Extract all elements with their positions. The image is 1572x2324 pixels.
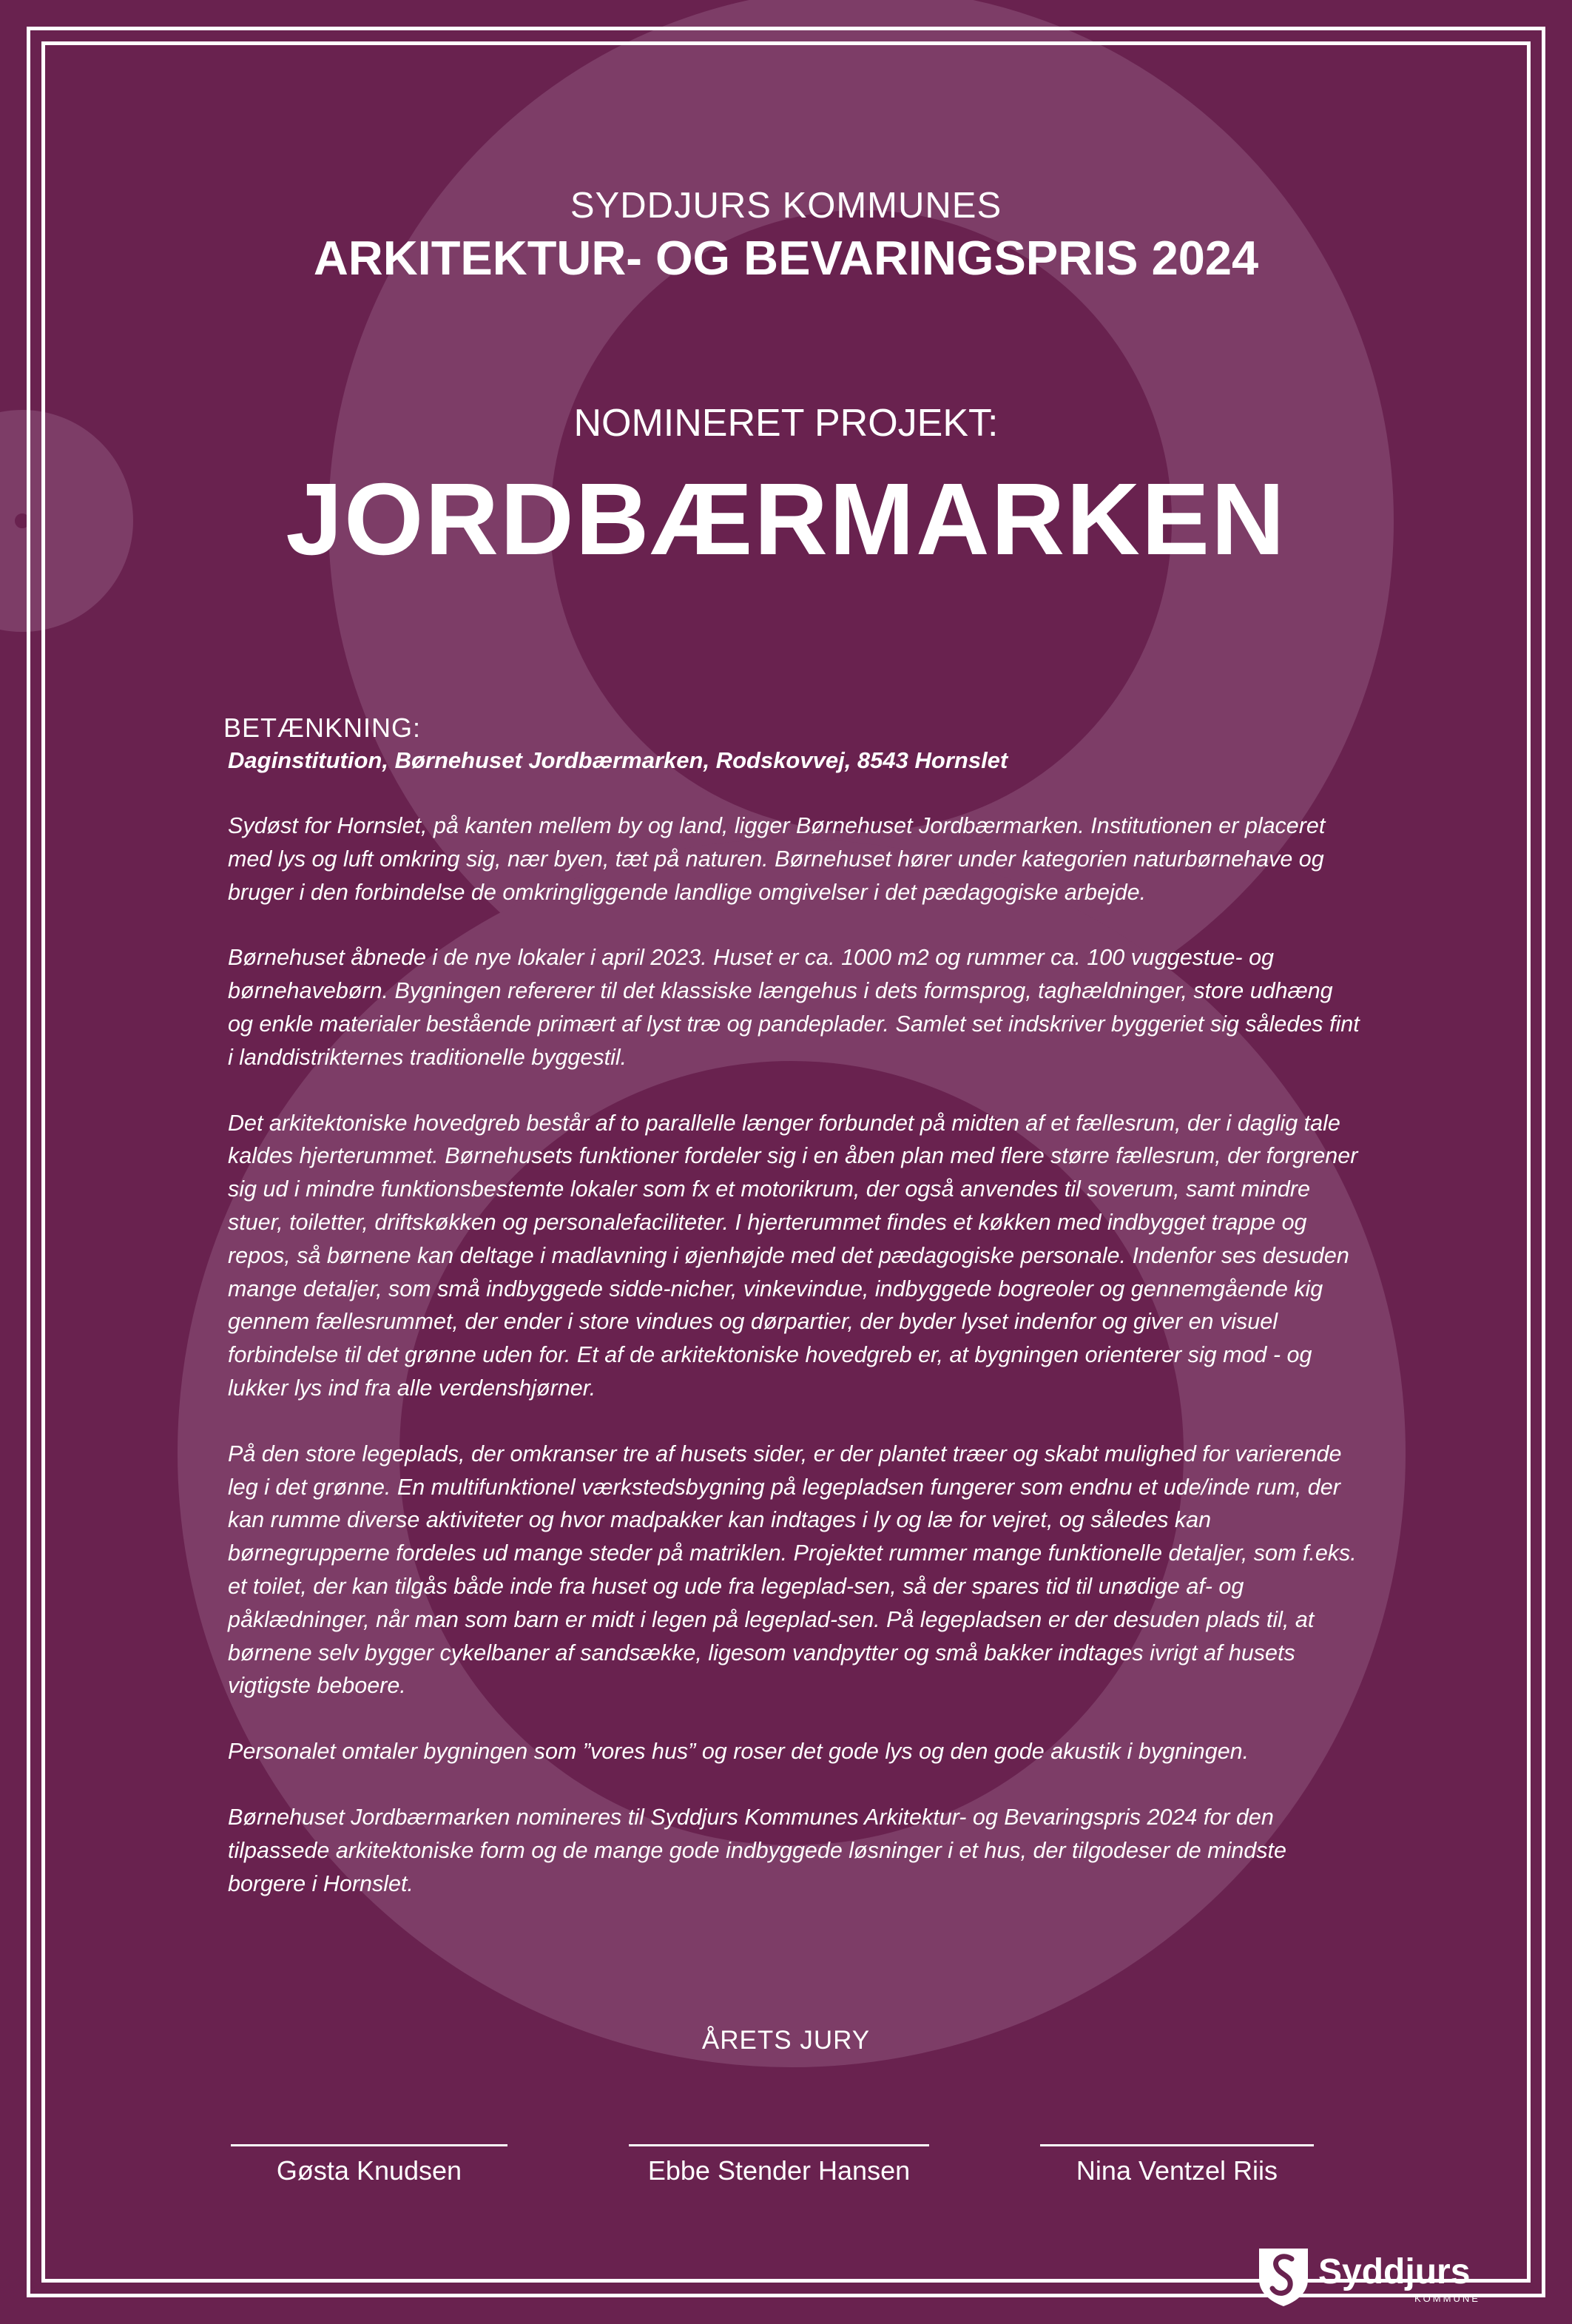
logo-subtitle: KOMMUNE (1414, 2293, 1480, 2304)
signature-line (1040, 2144, 1314, 2146)
assessment-body (223, 712, 1363, 1900)
signature-line (629, 2144, 929, 2146)
jury-signature (1040, 2144, 1314, 2188)
assessment-label: BETÆNKNING: (223, 713, 422, 743)
assessment-paragraph: Børnehuset Jordbærmarken nomineres til Syddjurs Kommunes Arkitektur- og Bevaringspris 2024 for den tilpassede arkitektoniske form og de mange gode indbyggede løsninger i et hus, der tilgodeser de mindste borgere i Hornslet. (228, 1804, 1286, 1896)
jury-member-name: Nina Ventzel Riis (1076, 2155, 1278, 2186)
award-title: ARKITEKTUR- OG BEVARINGSPRIS 2024 (313, 231, 1259, 285)
syddjurs-shield-icon (1256, 2246, 1311, 2308)
assessment-paragraph: Personalet omtaler bygningen som ”vores hus” og roser det gode lys og den gode akustik i bygningen. (228, 1739, 1249, 1765)
nomination-label: NOMINERET PROJEKT: (573, 402, 999, 445)
jury-member-name: Gøsta Knudsen (276, 2155, 462, 2186)
assessment-subtitle: Daginstitution, Børnehuset Jordbærmarken, Rodskovvej, 8543 Hornslet (228, 747, 1008, 773)
assessment-paragraph: Det arkitektoniske hovedgreb består af to parallelle længer forbundet på midten af et fællesrum, der i daglig tale kaldes hjerterummet. Børnehusets funktioner fordeler sig i en åben plan med flere større fællesrum, der forgrener sig ud i mindre funktionsbestemte lokaler som fx et motorikrum, der også anvendes til soverum, samt mindre stuer, toiletter, driftskøkken og personalefaciliteter. I hjerterummet findes et køkken med indbygget trappe og repos, så børnene kan deltage i madlavning i øjenhøjde med det pædagogiske personale. Indenfor ses desuden mange detaljer, som små indbyggede sidde-nicher, vinkevindue, indbyggede bogreoler og gennemgående kig gennem fællesrummet, der ender i store vindues og dørpartier, der byder lyset indenfor og giver en visuel forbindelse til det grønne uden for. Et af de arkitektoniske hovedgreb er, at bygningen orienterer sig mod - og lukker lys ind fra alle verdenshjørner. (228, 1110, 1358, 1401)
jury-member-name: Ebbe Stender Hansen (647, 2155, 911, 2186)
jury-signature (231, 2144, 507, 2188)
assessment-paragraph: På den store legeplads, der omkranser tre af husets sider, er der plantet træer og skabt mulighed for varierende leg i det grønne. En multifunktionel værkstedsbygning på legepladsen fungerer som endnu et ude/inde rum, der kan rumme diverse aktiviteter og hvor madpakker kan indtages i ly og læ for vejret, og således kan børnegrupperne fordeles ud mange steder på matriklen. Projektet rummer mange funktionelle detaljer, som f.eks. et toilet, der kan tilgås både inde fra huset og ude fra legeplad-sen, så der spares tid til unødige af- og påklædninger, når man som barn er midt i legen på legeplad-sen. På legepladsen er der desuden plads til, at børnene selv bygger cykelbaner af sandsække, ligesom vandpytter og små bakker indtages ivrigt af husets vigtigste beboere. (228, 1441, 1357, 1699)
syddjurs-logo (1256, 2246, 1493, 2308)
assessment-paragraph: Sydøst for Hornslet, på kanten mellem by og land, ligger Børnehuset Jordbærmarken. Institutionen er placeret med lys og luft omkring sig, nær byen, tæt på naturen. Børnehuset hører under kategorien naturbørnehave og bruger i den forbindelse de omkringliggende landlige omgivelser i det pædagogiske arbejde. (228, 813, 1326, 905)
nomination-block (0, 400, 1572, 579)
award-header (0, 183, 1572, 289)
assessment-paragraph: Børnehuset åbnede i de nye lokaler i april 2023. Huset er ca. 1000 m2 og rummer ca. 100 vuggestue- og børnehavebørn. Bygningen refererer til det klassiske længehus i dets formsprog, taghældninger, store udhæng og enkle materialer bestående primært af lyst træ og pandeplader. Samlet set indskriver byggeriet sig således fint i landdistrikternes traditionelle byggestil. (228, 945, 1360, 1070)
jury-signature (629, 2144, 929, 2188)
jury-label: ÅRETS JURY (701, 2026, 871, 2055)
logo-name: Syddjurs (1318, 2252, 1471, 2291)
project-name: JORDBÆRMARKEN (286, 462, 1286, 576)
signature-line (231, 2144, 507, 2146)
organization-name: SYDDJURS KOMMUNES (570, 186, 1002, 226)
